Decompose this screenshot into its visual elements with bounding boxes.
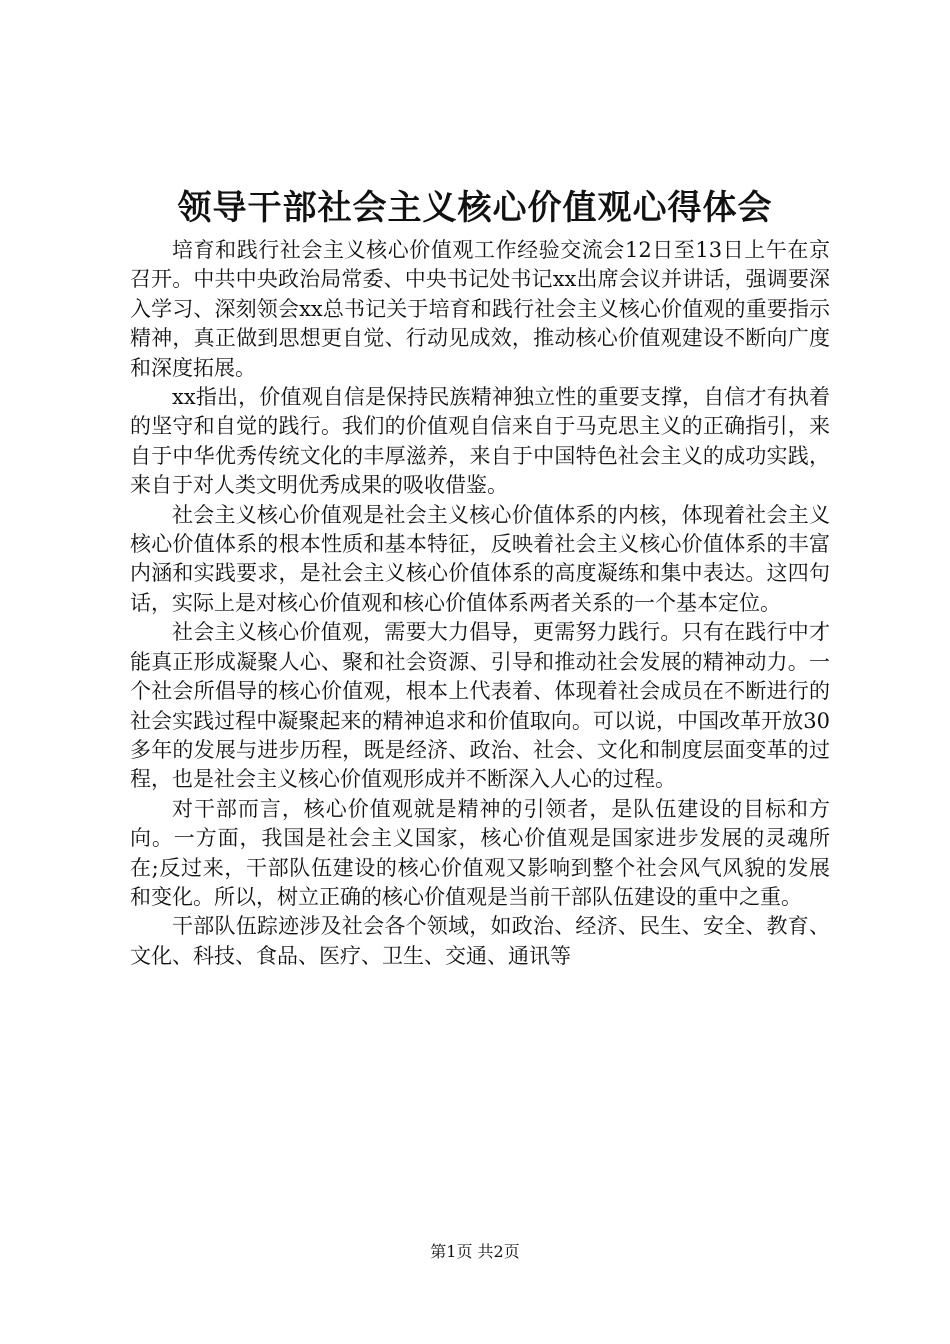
document-body — [130, 236, 830, 971]
paragraph: 社会主义核心价值观，需要大力倡导，更需努力践行。只有在践行中才能真正形成凝聚人心、聚和社会资源、引导和推动社会发展的精神动力。一个社会所倡导的核心价值观，根本上代表着、体现着社会成员在不断进行的社会实践过程中凝聚起来的精神追求和价值取向。可以说，中国改革开放30多年的发展与进步历程，既是经济、政治、社会、文化和制度层面变革的过程，也是社会主义核心价值观形成并不断深入人心的过程。 — [130, 620, 830, 792]
paragraph: 干部队伍踪迹涉及社会各个领域，如政治、经济、民生、安全、教育、文化、科技、食品、医疗、卫生、交通、通讯等 — [130, 914, 830, 968]
document-title: 领导干部社会主义核心价值观心得体会 — [177, 188, 773, 228]
paragraph: 社会主义核心价值观是社会主义核心价值体系的内核，体现着社会主义核心价值体系的根本性质和基本特征，反映着社会主义核心价值体系的丰富内涵和实践要求，是社会主义核心价值体系的高度凝练和集中表达。这四句话，实际上是对核心价值观和核心价值体系两者关系的一个基本定位。 — [130, 502, 830, 615]
page-number-footer: 第1页 共2页 — [430, 1242, 520, 1261]
paragraph: 对干部而言，核心价值观就是精神的引领者，是队伍建设的目标和方向。一方面，我国是社会主义国家，核心价值观是国家进步发展的灵魂所在;反过来，干部队伍建设的核心价值观又影响到整个社会风气风貌的发展和变化。所以，树立正确的核心价值观是当前干部队伍建设的重中之重。 — [130, 796, 830, 909]
paragraph: xx指出，价值观自信是保持民族精神独立性的重要支撑，自信才有执着的坚守和自觉的践行。我们的价值观自信来自于马克思主义的正确指引，来自于中华优秀传统文化的丰厚滋养，来自于中国特色社会主义的成功实践，来自于对人类文明优秀成果的吸收借鉴。 — [130, 385, 830, 498]
paragraph: 培育和践行社会主义核心价值观工作经验交流会12日至13日上午在京召开。中共中央政治局常委、中央书记处书记xx出席会议并讲话，强调要深入学习、深刻领会xx总书记关于培育和践行社会主义核心价值观的重要指示精神，真正做到思想更自觉、行动见成效，推动核心价值观建设不断向广度和深度拓展。 — [130, 238, 830, 380]
